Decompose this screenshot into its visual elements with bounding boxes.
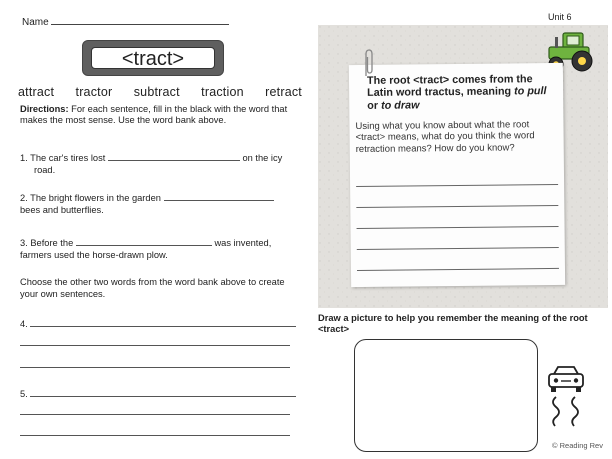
answer-line[interactable] bbox=[356, 184, 558, 187]
question-3-blank[interactable] bbox=[76, 238, 212, 246]
sentence-5-number: 5. bbox=[20, 389, 28, 399]
answer-line[interactable] bbox=[357, 268, 559, 271]
root-word-box bbox=[82, 40, 224, 76]
question-1 bbox=[20, 153, 304, 176]
sentence-4-number: 4. bbox=[20, 319, 28, 329]
note-card bbox=[349, 63, 565, 287]
sentence-5-line-2[interactable] bbox=[20, 414, 290, 415]
question-3-text-c: farmers used the horse-drawn plow. bbox=[20, 249, 168, 260]
sentence-5 bbox=[20, 389, 306, 401]
question-2-text-a: 2. The bright flowers in the garden bbox=[20, 193, 161, 203]
draw-prompt: Draw a picture to help you remember the meaning of the root <tract> bbox=[318, 313, 588, 334]
word-bank-item: subtract bbox=[133, 85, 180, 99]
sentence-5-line-1[interactable] bbox=[30, 389, 296, 397]
car-skid-icon bbox=[546, 364, 586, 430]
word-bank bbox=[18, 85, 302, 99]
question-2-blank[interactable] bbox=[164, 193, 274, 201]
card-question: Using what you know about what the root <tract> means, what do you think the word retraction means? How do you know? bbox=[355, 119, 535, 155]
word-bank-item: tractor bbox=[75, 85, 113, 99]
question-2 bbox=[20, 193, 304, 216]
sentence-4-line-2[interactable] bbox=[20, 345, 290, 346]
word-bank-item: retract bbox=[265, 85, 302, 99]
question-1-text-b: on the icy bbox=[242, 153, 283, 163]
question-3-text-b: was invented, bbox=[214, 238, 272, 248]
question-3-text-a: 3. Before the bbox=[20, 238, 74, 248]
sentence-4-line-1[interactable] bbox=[30, 319, 296, 327]
choose-instructions: Choose the other two words from the word bank above to create your own sentences. bbox=[20, 277, 285, 299]
word-bank-item: attract bbox=[18, 85, 55, 99]
drawing-area[interactable] bbox=[354, 339, 538, 452]
sentence-4-line-3[interactable] bbox=[20, 367, 290, 368]
question-1-text-c: road. bbox=[34, 164, 56, 175]
name-label: Name bbox=[22, 17, 49, 28]
answer-line[interactable] bbox=[356, 205, 558, 208]
copyright: © Reading Rev bbox=[552, 441, 603, 450]
name-field[interactable] bbox=[51, 16, 229, 25]
card-title-text: The root <tract> comes from the Latin word tractus, meaning bbox=[366, 73, 533, 100]
sentence-4 bbox=[20, 319, 306, 331]
question-1-text-a: 1. The car's tires lost bbox=[20, 153, 106, 163]
sentence-5-line-3[interactable] bbox=[20, 435, 290, 436]
paperclip-icon bbox=[362, 48, 374, 78]
directions-text: For each sentence, fill in the black with the word that makes the most sense. Use the word bank above. bbox=[20, 104, 288, 126]
answer-line[interactable] bbox=[357, 226, 559, 229]
unit-label: Unit 6 bbox=[548, 12, 572, 22]
answer-line[interactable] bbox=[357, 247, 559, 250]
card-title-draw: to draw bbox=[381, 98, 420, 112]
directions-label: Directions: bbox=[20, 104, 69, 114]
root-word-text: <tract> bbox=[91, 47, 215, 69]
directions bbox=[20, 104, 302, 127]
question-2-text-b: bees and butterflies. bbox=[20, 204, 104, 215]
card-title-pull: to pull bbox=[514, 85, 547, 98]
question-1-blank[interactable] bbox=[108, 153, 240, 161]
word-bank-item: traction bbox=[201, 85, 244, 99]
card-title bbox=[367, 73, 559, 112]
card-title-or: or bbox=[367, 99, 382, 112]
name-row bbox=[22, 16, 229, 28]
question-3 bbox=[20, 238, 304, 261]
